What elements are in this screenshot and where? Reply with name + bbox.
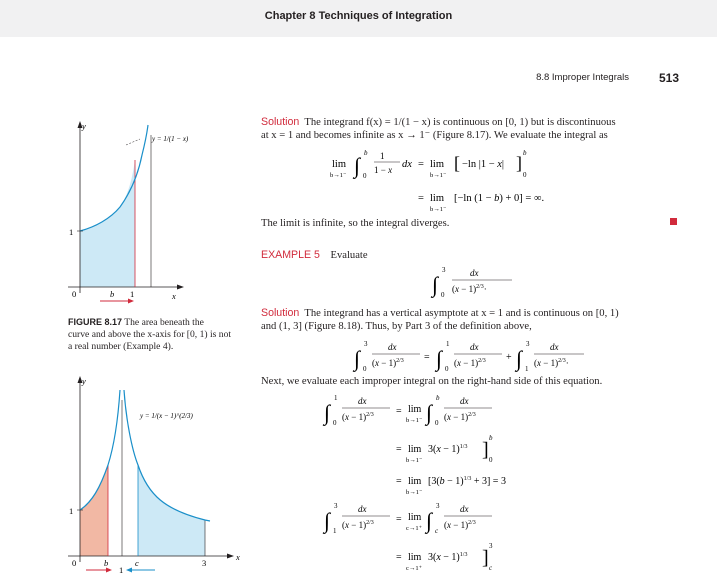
caption-line3: a real number (Example 4). xyxy=(68,341,174,352)
figure-8-17 xyxy=(60,115,250,305)
tick-3-818: 3 xyxy=(202,558,207,568)
svg-text:0: 0 xyxy=(445,365,449,373)
area-fill-817 xyxy=(80,160,135,287)
svg-text:0: 0 xyxy=(363,172,367,180)
svg-text:b→1⁻: b→1⁻ xyxy=(406,457,423,464)
figure-label-817: FIGURE 8.17 xyxy=(68,317,123,327)
svg-text:b: b xyxy=(523,149,527,157)
svg-text:lim: lim xyxy=(430,159,445,170)
svg-text:=: = xyxy=(424,352,430,363)
solution2-paragraph xyxy=(261,307,679,333)
red-arrow-icon xyxy=(128,299,134,304)
solution2-label: Solution xyxy=(261,307,300,319)
axis-y-label-818: y xyxy=(82,376,86,386)
solution1-line1: The integrand f(x) = 1/(1 − x) is continuous on [0, 1) but is discontinuous xyxy=(304,117,616,128)
svg-text:[3(b − 1)1/3 + 3] = 3: $[3(b - 1)^{1/3} + 3] = 3$ xyxy=(428,476,506,487)
svg-text:3(x − 1)1/3: $3(x - 1)^{1/3}$ xyxy=(428,444,468,455)
svg-text:0: 0 xyxy=(435,419,439,427)
svg-text:c→1⁺: c→1⁺ xyxy=(406,525,423,532)
svg-text:1: 1 xyxy=(334,394,338,402)
tick-b-817: b xyxy=(110,289,115,299)
ytick-1-818: 1 xyxy=(69,506,74,516)
svg-text:dx: dx xyxy=(388,342,397,352)
svg-text:3: 3 xyxy=(442,266,446,274)
svg-text:1: 1 xyxy=(446,340,450,348)
svg-text:dx: dx xyxy=(460,396,469,406)
svg-text:]: ] xyxy=(516,153,522,173)
tick-1-817: 1 xyxy=(130,289,135,299)
solution2-line2: and (1, 3] (Figure 8.18). Thus, by Part 3 of the definition above, xyxy=(261,321,532,332)
solution1-label: Solution xyxy=(261,116,300,128)
tick-0-818: 0 xyxy=(72,558,77,568)
svg-text:3: 3 xyxy=(489,542,493,550)
svg-text:(x − 1)2/3·: $(x - 1)^{2/3}\cdot$ xyxy=(452,284,487,294)
example5-text: Evaluate xyxy=(330,250,368,261)
tick-0-817: 0 xyxy=(72,289,77,299)
svg-text:3: 3 xyxy=(364,340,368,348)
equation-evaluation xyxy=(322,390,622,577)
svg-text:−ln |1 − x|: −ln |1 − x| xyxy=(462,159,505,170)
svg-text:∫: ∫ xyxy=(324,508,331,533)
svg-text:=: = xyxy=(396,476,402,487)
curve-right-818 xyxy=(124,390,210,521)
solution1-conclusion: The limit is infinite, so the integral diverges. xyxy=(261,218,450,229)
example5-heading xyxy=(261,249,368,262)
svg-text:3: 3 xyxy=(334,502,338,510)
svg-text:lim: lim xyxy=(408,444,422,455)
left-area-fill-818 xyxy=(80,465,108,556)
x-axis-arrow-818-icon xyxy=(227,554,234,559)
svg-text:3: 3 xyxy=(436,502,440,510)
svg-text:=: = xyxy=(396,406,402,417)
tick-c-818: c xyxy=(135,558,139,568)
axis-x-label-818: x xyxy=(236,552,240,562)
svg-text:(x − 1)2/3: $(x - 1)^{2/3}$ xyxy=(454,358,486,368)
svg-text:+: + xyxy=(506,352,512,363)
svg-text:1: 1 xyxy=(380,151,385,161)
curve-label-817: y = 1/(1 − x) xyxy=(152,135,189,143)
svg-text:(x − 1)2/3: $(x - 1)^{2/3}$ xyxy=(444,520,476,530)
svg-text:dx: dx xyxy=(470,268,479,278)
svg-text:∫: ∫ xyxy=(426,508,433,533)
svg-text:0: 0 xyxy=(489,456,493,464)
svg-text:b: b xyxy=(489,434,493,442)
figure-8-18 xyxy=(60,370,250,577)
svg-text:lim: lim xyxy=(408,476,422,487)
svg-text:(x − 1)2/3: $(x - 1)^{2/3}$ xyxy=(444,412,476,422)
svg-text:dx: dx xyxy=(550,342,559,352)
svg-text:∫: ∫ xyxy=(516,346,523,371)
svg-text:dx: dx xyxy=(470,342,479,352)
axis-y-label-817: y xyxy=(82,121,86,131)
svg-text:1: 1 xyxy=(333,527,337,535)
svg-text:0: 0 xyxy=(333,419,337,427)
red-right-arrow-icon xyxy=(106,568,112,573)
svg-text:[−ln (1 − b) + 0] = ∞.: [−ln (1 − b) + 0] = ∞. xyxy=(454,193,545,204)
svg-text:dx: dx xyxy=(460,504,469,514)
svg-text:0: 0 xyxy=(523,171,527,179)
axis-x-label-817: x xyxy=(172,291,176,301)
svg-text:b: b xyxy=(364,149,368,157)
svg-text:lim: lim xyxy=(408,552,422,563)
section-label: 8.8 Improper Integrals xyxy=(536,72,629,83)
caption-line2: curve and above the x-axis for [0, 1) is not xyxy=(68,329,232,340)
svg-text:[: [ xyxy=(454,153,460,173)
blue-left-arrow-icon xyxy=(126,568,132,573)
svg-text:(x − 1)2/3·: $(x - 1)^{2/3}\cdot$ xyxy=(534,358,569,368)
svg-text:1 − x: 1 − x xyxy=(374,165,393,175)
svg-text:=: = xyxy=(418,193,424,204)
svg-text:b→1⁻: b→1⁻ xyxy=(430,172,447,179)
svg-text:(x − 1)2/3: $(x - 1)^{2/3}$ xyxy=(372,358,404,368)
svg-text:∫: ∫ xyxy=(436,346,443,371)
svg-text:]: ] xyxy=(482,547,489,569)
svg-text:=: = xyxy=(396,552,402,563)
svg-text:c: c xyxy=(489,564,493,572)
svg-text:dx: dx xyxy=(358,396,367,406)
svg-text:(x − 1)2/3: $(x - 1)^{2/3}$ xyxy=(342,520,374,530)
arrow-label-818: 1 xyxy=(119,565,124,575)
svg-text:b: b xyxy=(436,394,440,402)
svg-text:0: 0 xyxy=(441,291,445,299)
svg-text:b→1⁻: b→1⁻ xyxy=(406,489,423,496)
ytick-1-817: 1 xyxy=(69,227,74,237)
svg-text:∫: ∫ xyxy=(324,400,331,425)
example5-label: EXAMPLE 5 xyxy=(261,249,320,261)
svg-text:dx: dx xyxy=(358,504,367,514)
svg-text:lim: lim xyxy=(408,512,422,523)
figure-caption-817 xyxy=(68,316,253,353)
tick-b-818: b xyxy=(104,558,109,568)
svg-text:b→1⁻: b→1⁻ xyxy=(330,172,347,179)
svg-text:lim: lim xyxy=(408,404,422,415)
svg-text:c→1⁺: c→1⁺ xyxy=(406,565,423,572)
equation-split xyxy=(352,336,612,376)
page-number: 513 xyxy=(658,71,679,85)
svg-text:1: 1 xyxy=(525,365,529,373)
svg-text:∫: ∫ xyxy=(354,346,361,371)
svg-text:lim: lim xyxy=(332,159,347,170)
solution1-line2: at x = 1 and becomes infinite as x → 1⁻ (Figure 8.17). We evaluate the integral as xyxy=(261,130,608,141)
end-of-solution-icon xyxy=(670,218,677,225)
equation-limit-1 xyxy=(330,145,660,215)
svg-text:]: ] xyxy=(482,439,489,461)
svg-text:=: = xyxy=(396,444,402,455)
svg-text:∫: ∫ xyxy=(354,153,361,178)
svg-text:=: = xyxy=(396,514,402,525)
right-area-fill-818 xyxy=(138,465,205,556)
svg-text:∫: ∫ xyxy=(432,272,439,297)
svg-text:b→1⁻: b→1⁻ xyxy=(430,206,447,213)
solution2-line1: The integrand has a vertical asymptote at x = 1 and is continuous on [0, 1) xyxy=(304,308,619,319)
solution2-line3: Next, we evaluate each improper integral on the right-hand side of this equation. xyxy=(261,376,603,387)
svg-text:∫: ∫ xyxy=(426,400,433,425)
svg-text:(x − 1)2/3: $(x - 1)^{2/3}$ xyxy=(342,412,374,422)
curve-label-818: y = 1/(x − 1)^(2/3) xyxy=(140,412,193,420)
solution1-paragraph xyxy=(261,116,679,142)
svg-text:lim: lim xyxy=(430,193,445,204)
caption-line1: The area beneath the xyxy=(124,317,204,328)
x-axis-arrow-icon xyxy=(177,285,184,290)
svg-text:=: = xyxy=(418,159,424,170)
svg-text:0: 0 xyxy=(363,365,367,373)
label-leader-817 xyxy=(126,139,140,145)
svg-text:3(x − 1)1/3: $3(x - 1)^{1/3}$ xyxy=(428,552,468,563)
chapter-title: Chapter 8 Techniques of Integration xyxy=(264,10,453,22)
svg-text:dx: dx xyxy=(402,159,412,170)
svg-text:3: 3 xyxy=(526,340,530,348)
svg-text:b→1⁻: b→1⁻ xyxy=(406,417,423,424)
svg-text:c: c xyxy=(435,527,439,535)
equation-example5 xyxy=(430,262,530,302)
